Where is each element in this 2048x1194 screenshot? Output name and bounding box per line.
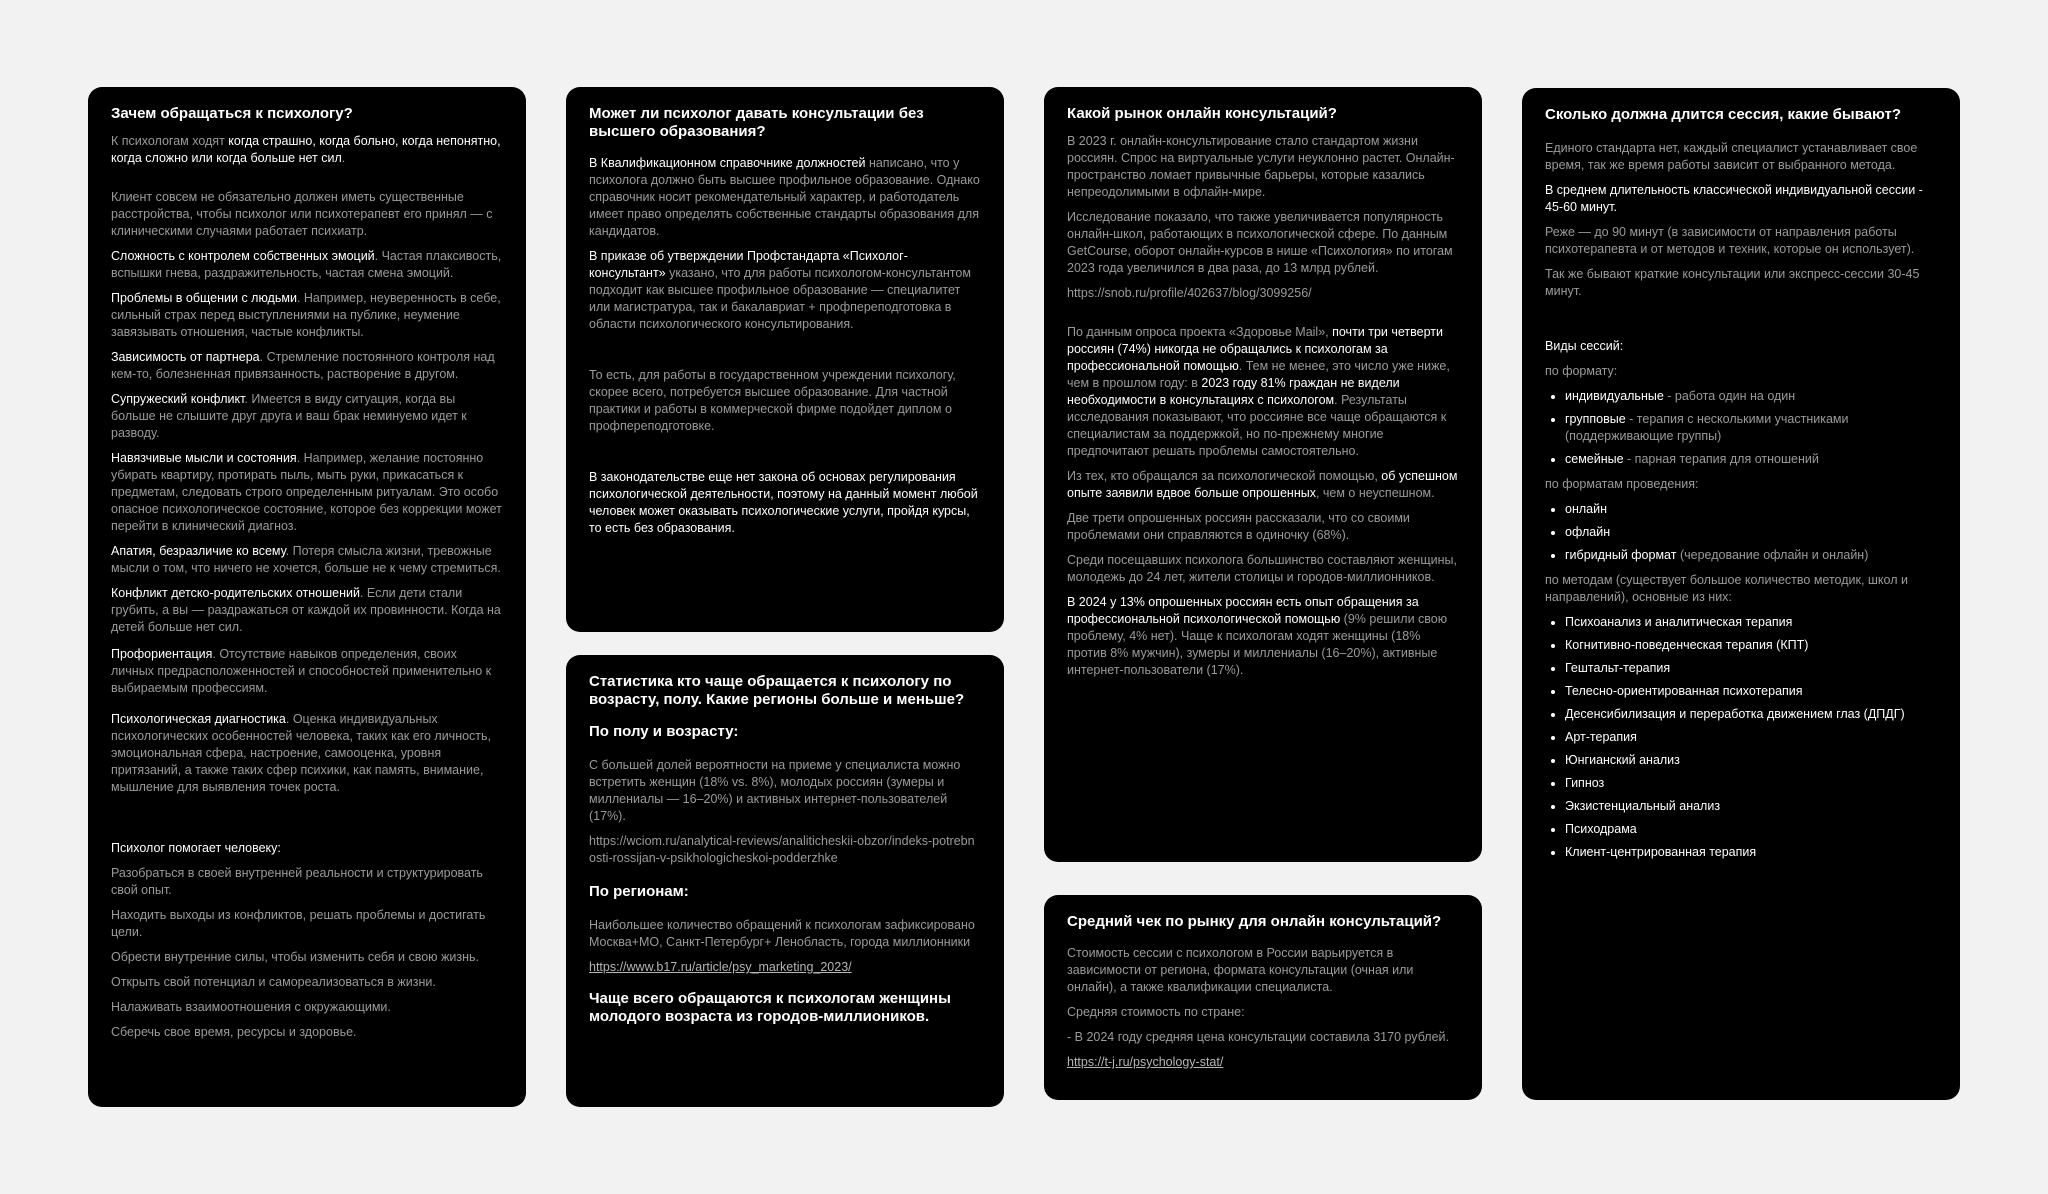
paragraph: В среднем длительность классической индивидуальной сессии - 45-60 минут. <box>1545 183 1923 214</box>
help-item: Находить выходы из конфликтов, решать проблемы и достигать цели. <box>111 908 486 939</box>
help-item: Сберечь свое время, ресурсы и здоровье. <box>111 1025 357 1039</box>
list-item: • гибридный формат (чередование офлайн и онлайн) <box>1565 547 1936 564</box>
card-session-length <box>1522 88 1960 1100</box>
card-title: Статистика кто чаще обращается к психологу по возрасту, полу. Какие регионы больше и меньше? <box>589 673 965 708</box>
card-title: Сколько должна длится сессия, какие бывают? <box>1545 106 1902 123</box>
source-link[interactable]: https://wciom.ru/analytical-reviews/analiticheskii-obzor/indeks-potrebnosti-rossijan-v-psikhologicheskoi-podderzhke <box>589 834 975 865</box>
paragraph: Две трети опрошенных россиян рассказали, что со своими проблемами они справляются в одиночку (68%). <box>1067 511 1410 542</box>
list-item: • офлайн <box>1565 524 1936 541</box>
card-title: Может ли психолог давать консультации без высшего образования? <box>589 105 924 140</box>
group-label: по форматам проведения: <box>1545 477 1699 491</box>
card-title: Средний чек по рынку для онлайн консультаций? <box>1067 913 1442 930</box>
paragraph: Из тех, кто обращался за психологической помощью, об успешном опыте заявили вдвое больше опрошенных, чем о неуспешном. <box>1067 469 1458 500</box>
source-link[interactable]: https://www.b17.ru/article/psy_marketing_2023/ <box>589 960 852 974</box>
paragraph: В 2024 у 13% опрошенных россиян есть опыт обращения за профессиональной психологической помощью (9% решили свою проблему, 4% нет). Чаще к психологам ходят женщины (18% против 8% мужчин), зумеры и миллениалы (16–20%), активные интернет-пользователи (17%). <box>1067 595 1448 677</box>
client-paragraph: Клиент совсем не обязательно должен иметь существенные расстройства, чтобы психолог или психотерапевт его принял — с клиническими случаями работает психиатр. <box>111 190 493 238</box>
paragraph: - В 2024 году средняя цена консультации составила 3170 рублей. <box>1067 1030 1449 1044</box>
list-item: • Психоанализ и аналитическая терапия <box>1565 614 1936 631</box>
list-item: • онлайн <box>1565 501 1936 518</box>
conclusion: Чаще всего обращаются к психологам женщины молодого возраста из городов-миллиоников. <box>589 990 951 1025</box>
reason-item: Супружеский конфликт. Имеется в виду ситуация, когда вы больше не слышите друг друга и ваш брак неминуемо идет к разводу. <box>111 392 467 440</box>
card-statistics <box>566 655 1004 1107</box>
reason-item: Профориентация. Отсутствие навыков определения, своих личных предрасположенностей и способностей применительно к выбираемым профессиям. <box>111 647 492 695</box>
paragraph: Среди посещавших психолога большинство составляют женщины, молодежь до 24 лет, жители столицы и городов-миллионников. <box>1067 553 1457 584</box>
list-item: • Телесно-ориентированная психотерапия <box>1565 683 1936 700</box>
paragraph: В приказе об утверждении Профстандарта «Психолог-консультант» указано, что для работы психологом-консультантом подходит как высшее профильное образование — специалитет или магистратура, так и бакалавриат + профпереподготовка в области психологического консультирования. <box>589 249 971 331</box>
paragraph: Средняя стоимость по стране: <box>1067 1005 1245 1019</box>
list-item: • Психодрама <box>1565 821 1936 838</box>
card-education-requirement <box>566 87 1004 632</box>
section-title: По регионам: <box>589 883 689 900</box>
list-item: • Десенсибилизация и переработка движением глаз (ДПДГ) <box>1565 706 1936 723</box>
paragraph: В Квалификационном справочнике должностей написано, что у психолога должно быть высшее профильное образование. Однако справочник носит рекомендательный характер, и работодатель имеет право определять собственные стандарты образования для кандидатов. <box>589 156 980 238</box>
paragraph: Наибольшее количество обращений к психологам зафиксировано Москва+МО, Санкт-Петербург+ Ленобласть, города миллионники <box>589 918 975 949</box>
section-title: Виды сессий: <box>1545 339 1624 353</box>
reason-item: Зависимость от партнера. Стремление постоянного контроля над кем-то, болезненная привязанность, растворение в другом. <box>111 350 495 381</box>
list-item: • семейные - парная терапия для отношений <box>1565 451 1936 468</box>
paragraph: Так же бывают краткие консультации или экспресс-сессии 30-45 минут. <box>1545 267 1920 298</box>
paragraph: Реже — до 90 минут (в зависимости от направления работы психотерапевта и от методов и техник, которые он использует). <box>1545 225 1915 256</box>
card-online-market <box>1044 87 1482 862</box>
list-item: • Юнгианский анализ <box>1565 752 1936 769</box>
reason-item: Апатия, безразличие ко всему. Потеря смысла жизни, тревожные мысли о том, что ничего не хочется, больше не к чему стремиться. <box>111 544 501 575</box>
paragraph: В 2023 г. онлайн-консультирование стало стандартом жизни россиян. Спрос на виртуальные услуги неуклонно растет. Онлайн-пространство ломает привычные барьеры, которые казались непреодолимыми в офлайн-мире. <box>1067 134 1455 199</box>
list-item: • групповые - терапия с несколькими участниками (поддерживающие группы) <box>1565 411 1936 445</box>
card-title: Зачем обращаться к психологу? <box>111 105 353 122</box>
format-list <box>1545 388 1936 468</box>
source-link[interactable]: https://snob.ru/profile/402637/blog/3099256/ <box>1067 286 1312 300</box>
help-item: Обрести внутренние силы, чтобы изменить себя и свою жизнь. <box>111 950 479 964</box>
intro-paragraph: К психологам ходят когда страшно, когда больно, когда непонятно, когда сложно или когда больше нет сил. <box>111 134 501 165</box>
group-label: по формату: <box>1545 364 1618 378</box>
list-item: • Гипноз <box>1565 775 1936 792</box>
delivery-list <box>1545 501 1936 564</box>
paragraph: По данным опроса проекта «Здоровье Mail», почти три четверти россиян (74%) никогда не обращались к психологам за профессиональной помощью. Тем не менее, это число уже ниже, чем в прошлом году: в 2023 году 81% граждан не видели необходимости в консультациях с психологом. Результаты исследования показывают, что россияне все чаще обращаются к специалистам за поддержкой, но по-прежнему многие предпочитают решать проблемы самостоятельно. <box>1067 325 1450 458</box>
paragraph: С большей долей вероятности на приеме у специалиста можно встретить женщин (18% vs. 8%), молодых россиян (зумеры и миллениалы — 16–20%) и активных интернет-пользователей (17%). <box>589 758 961 823</box>
reason-item: Навязчивые мысли и состояния. Например, желание постоянно убирать квартиру, протирать пыль, мыть руки, прикасаться к предметам, следовать строго определенным ритуалам. Это особо опасное психологическое состояние, которое без коррекции может перейти в клинический диагноз. <box>111 451 502 533</box>
list-item: • Экзистенциальный анализ <box>1565 798 1936 815</box>
list-item: • индивидуальные - работа один на один <box>1565 388 1936 405</box>
list-item: • Клиент-центрированная терапия <box>1565 844 1936 861</box>
section-title: По полу и возрасту: <box>589 723 739 740</box>
paragraph: То есть, для работы в государственном учреждении психологу, скорее всего, потребуется высшее образование. Для частной практики и работы в коммерческой фирме подойдет диплом о профпереподготовке. <box>589 368 956 433</box>
list-item: • Когнитивно-поведенческая терапия (КПТ) <box>1565 637 1936 654</box>
help-item: Открыть свой потенциал и самореализоваться в жизни. <box>111 975 436 989</box>
paragraph: Единого стандарта нет, каждый специалист устанавливает свое время, так же время работы зависит от выбранного метода. <box>1545 141 1918 172</box>
paragraph: В законодательстве еще нет закона об основах регулирования психологической деятельности, поэтому на данный момент любой человек может оказывать психологические услуги, пройдя курсы, то есть без образования. <box>589 470 978 535</box>
help-item: Налаживать взаимоотношения с окружающими. <box>111 1000 391 1014</box>
help-item: Разобраться в своей внутренней реальности и структурировать свой опыт. <box>111 866 483 897</box>
list-item: • Арт-терапия <box>1565 729 1936 746</box>
reason-item: Конфликт детско-родительских отношений. Если дети стали грубить, а вы — раздражаться от каждой их провинности. Когда на детей больше нет сил. <box>111 586 501 634</box>
reason-item: Сложность с контролем собственных эмоций. Частая плаксивость, вспышки гнева, раздражительность, частая смена эмоций. <box>111 249 502 280</box>
source-link[interactable]: https://t-j.ru/psychology-stat/ <box>1067 1055 1224 1069</box>
paragraph: Стоимость сессии с психологом в России варьируется в зависимости от региона, формата консультации (очная или онлайн), а также квалификации специалиста. <box>1067 946 1414 994</box>
list-item: • Гештальт-терапия <box>1565 660 1936 677</box>
reason-item: Психологическая диагностика. Оценка индивидуальных психологических особенностей человека, таких как его личность, эмоциональная сфера, настроение, самооценка, уровня притязаний, а также таких сфер психики, как память, внимание, мышление для выявления точек роста. <box>111 712 492 794</box>
card-title: Какой рынок онлайн консультаций? <box>1067 105 1337 122</box>
helps-title: Психолог помогает человеку: <box>111 841 281 855</box>
method-list <box>1545 614 1936 861</box>
paragraph: Исследование показало, что также увеличивается популярность онлайн-школ, работающих в психологической сфере. По данным GetCourse, оборот онлайн-курсов в нише «Психология» по итогам 2023 года увеличился в два раза, до 13 млрд рублей. <box>1067 210 1453 275</box>
card-why-psychologist <box>88 87 526 1107</box>
card-average-price <box>1044 895 1482 1100</box>
reason-item: Проблемы в общении с людьми. Например, неуверенность в себе, сильный страх перед выступлениями на публике, неумение завязывать отношения, частые конфликты. <box>111 291 501 339</box>
group-label: по методам (существует большое количество методик, школ и направлений), основные из них: <box>1545 573 1908 604</box>
